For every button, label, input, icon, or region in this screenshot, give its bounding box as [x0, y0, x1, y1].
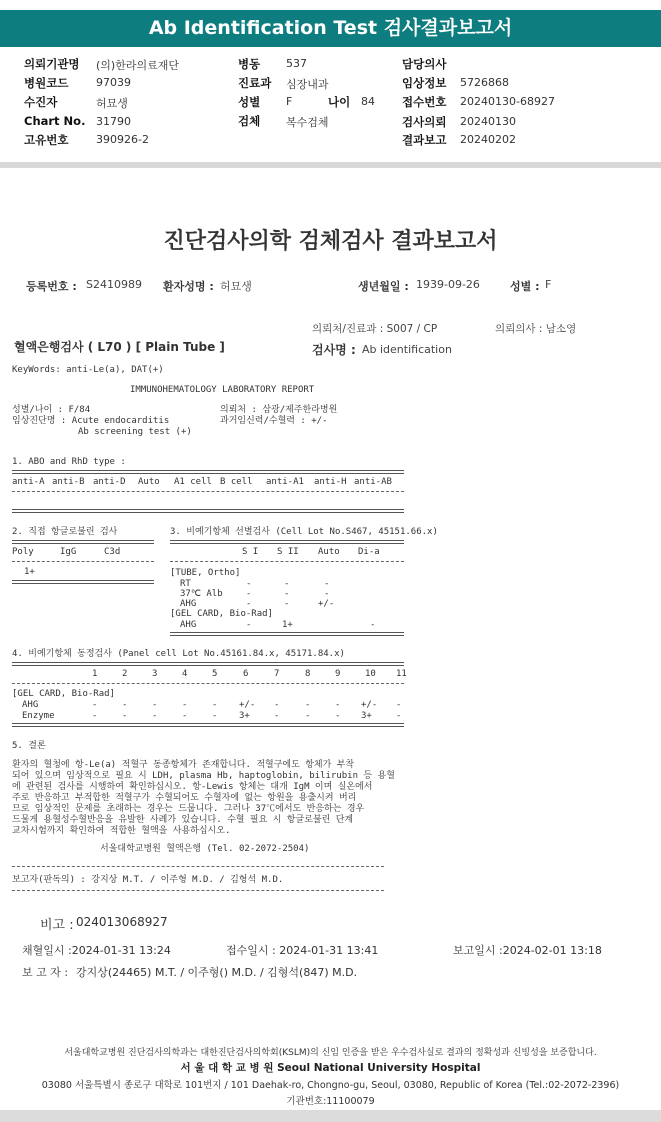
header-field-department: 진료과	[238, 76, 272, 90]
sec4-col-5: 5	[212, 669, 218, 679]
lab-info-sex-age: 성별/나이 : F/84	[12, 405, 91, 415]
dob-value: 1939-09-26	[416, 278, 480, 291]
sec3-row-rt-name: RT	[180, 579, 191, 589]
sec1-col-anti-h: anti-H	[314, 477, 347, 487]
header-value-clinical-info: 5726868	[460, 76, 509, 89]
footer-reporter-value: 강지상(24465) M.T. / 이주형() M.D. / 김형석(847) M.D.	[76, 966, 358, 979]
exam-value: Ab identification	[362, 343, 452, 356]
sec4-col-3: 3	[152, 669, 158, 679]
header-value-sex: F	[286, 95, 293, 108]
sec3-gel-ahg-s2: 1+	[282, 620, 293, 630]
header-field-sex: 성별	[238, 95, 261, 109]
sec4-cell: -	[396, 711, 402, 721]
header-value-ward: 537	[286, 57, 307, 70]
header-value-chart: 31790	[96, 115, 131, 128]
header-value-age: 84	[361, 95, 375, 108]
conclusion-line: 주로 반응하고 부적합한 적혈구가 수혈되어도 수혈자에 없는 항원을 용출시켜 버리	[12, 793, 357, 803]
sec4-col-11: 11	[396, 669, 407, 679]
sec4-cell: -	[305, 711, 311, 721]
sec4-cell: -	[92, 700, 98, 710]
sec3-row-rt-auto: -	[324, 579, 330, 589]
sec1-rule-top	[12, 470, 404, 474]
sec3-row-alb-name: 37℃ Alb	[180, 589, 223, 599]
report-title: 진단검사의학 검체검사 결과보고서	[163, 229, 498, 254]
sec4-title: 4. 비예기항체 동정검사 (Panel cell Lot No.45161.84.x, 45171.84.x)	[12, 649, 345, 659]
sec4-cell: +/-	[239, 700, 256, 710]
header-field-receipt-no: 접수번호	[402, 95, 447, 109]
sec5-title: 5. 결론	[12, 741, 46, 751]
header-value-patient: 허묘생	[96, 97, 128, 110]
sec3-row-ahg-s1: -	[246, 599, 252, 609]
header-field-report-date: 결과보고	[402, 133, 447, 147]
keywords: KeyWords: anti-Le(a), DAT(+)	[12, 365, 164, 375]
sec3-rule-bottom	[170, 632, 404, 636]
sec4-cell: -	[274, 711, 280, 721]
sec2-rule-top	[12, 540, 154, 544]
sec4-rule-top	[12, 662, 404, 666]
header-value-receipt-no: 20240130-68927	[460, 95, 555, 108]
lab-info-diagnosis: 임상진단명 : Acute endocarditis	[12, 416, 170, 426]
footer-reporter-label: 보 고 자 :	[22, 966, 69, 979]
sec3-tube-label: [TUBE, Ortho]	[170, 568, 241, 578]
sec3-rule-top	[170, 540, 404, 544]
sec3-col-auto: Auto	[318, 547, 340, 557]
report-datetime: 보고일시 :2024-02-01 13:18	[453, 944, 602, 957]
certification-text: 서울대학교병원 진단검사의학과는 대한진단검사의학회(KSLM)의 신임 인증을 받은 우수검사실로 결과의 정확성과 신빙성을 보증합니다.	[64, 1048, 597, 1058]
conclusion-line: 에 관련된 검사를 시행하여 확인하십시오. 항-Lewis 항체는 대개 IgM 이며 실온에서	[12, 782, 373, 792]
sec3-gel-ahg-s1: -	[246, 620, 252, 630]
sec4-cell: -	[212, 711, 218, 721]
conclusion-line: 환자의 혈청에 항-Le(a) 적혈구 동종항체가 존재합니다. 적혈구에도 항체가 부착	[12, 760, 355, 770]
header-field-hospital-code: 병원코드	[24, 76, 69, 90]
sec4-cell: -	[182, 711, 188, 721]
sec4-row-ahg-name: AHG	[22, 700, 39, 710]
sec3-col-s2: S II	[277, 547, 299, 557]
header-value-specimen: 복수검체	[286, 116, 329, 129]
sec1-col-a1-cell: A1 cell	[174, 477, 212, 487]
sec3-row-alb-s1: -	[246, 589, 252, 599]
blood-bank-line: 서울대학교병원 혈액은행 (Tel. 02-2072-2504)	[100, 844, 310, 854]
sec1-rule-bottom	[12, 509, 404, 513]
sec3-row-ahg-s2: -	[284, 599, 290, 609]
sec3-row-ahg-name: AHG	[180, 599, 197, 609]
sec3-gel-ahg-name: AHG	[180, 620, 197, 630]
sec1-col-auto: Auto	[138, 477, 160, 487]
header-field-unique-id: 고유번호	[24, 133, 69, 147]
header-value-institution: (의)한라의료재단	[96, 59, 179, 72]
sec3-gel-ahg-dia: -	[370, 620, 376, 630]
conclusion-line: 드물게 용혈성수혈반응을 유발한 사례가 있습니다. 수혈 필요 시 항글로불린 단계	[12, 815, 354, 825]
header-field-doctor: 담당의사	[402, 57, 447, 71]
sec2-rule-bottom	[12, 580, 154, 584]
header-field-age: 나이	[328, 95, 351, 109]
sec3-row-rt-s1: -	[246, 579, 252, 589]
sec4-cell: -	[212, 700, 218, 710]
reg-label: 등록번호 :	[26, 280, 77, 293]
institution-number: 기관번호:11100079	[286, 1096, 375, 1107]
sec1-rule-mid	[12, 491, 404, 492]
sec4-col-1: 1	[92, 669, 98, 679]
lab-info-requester: 의뢰처 : 삼광/제주한라병원	[220, 405, 338, 415]
sec4-cell: -	[335, 711, 341, 721]
sec4-rule-mid	[12, 683, 404, 684]
sec4-cell: -	[335, 700, 341, 710]
conclusion-line: 므로 임상적인 문제를 초래하는 경우는 드뭅니다. 그러나 37℃에서도 반응하는 경우	[12, 804, 365, 814]
sec3-title: 3. 비예기항체 선별검사 (Cell Lot No.S467, 45151.66.x)	[170, 527, 438, 537]
lab-reporter-line: 보고자(판독의) : 강지상 M.T. / 이주형 M.D. / 김형석 M.D.	[12, 875, 284, 885]
bottom-band	[0, 1110, 661, 1122]
receive-datetime: 접수일시 : 2024-01-31 13:41	[226, 944, 379, 957]
lab-info-history: 과거임신력/수혈력 : +/-	[220, 416, 328, 426]
header-value-report-date: 20240202	[460, 133, 516, 146]
sec3-row-alb-s2: -	[284, 589, 290, 599]
header-value-hospital-code: 97039	[96, 76, 131, 89]
sec4-col-2: 2	[122, 669, 128, 679]
sec4-cell: -	[396, 700, 402, 710]
reporter-rule-top	[12, 866, 384, 867]
hospital-address: 03080 서울특별시 종로구 대학로 101번지 / 101 Daehak-ro, Chongno-gu, Seoul, 03080, Republic of Korea (Tel.:02-2072-2396)	[41, 1080, 620, 1091]
exam-label: 검사명 :	[312, 343, 356, 357]
reg-value: S2410989	[86, 278, 142, 291]
header-field-ward: 병동	[238, 57, 261, 71]
sec4-cell: -	[152, 700, 158, 710]
sec3-row-rt-s2: -	[284, 579, 290, 589]
sec1-col-anti-b: anti-B	[52, 477, 85, 487]
header-field-clinical-info: 임상정보	[402, 76, 447, 90]
sec2-col-poly: Poly	[12, 547, 34, 557]
sec4-cell: -	[152, 711, 158, 721]
header-field-request-date: 검사의뢰	[402, 115, 447, 129]
sec4-col-8: 8	[305, 669, 311, 679]
sec2-col-c3d: C3d	[104, 547, 121, 557]
dob-label: 생년월일 :	[358, 280, 409, 293]
sec4-col-4: 4	[182, 669, 188, 679]
sec4-col-7: 7	[274, 669, 280, 679]
sec1-title: 1. ABO and RhD type :	[12, 457, 126, 467]
sec3-row-alb-auto: -	[324, 589, 330, 599]
sec1-col-anti-d: anti-D	[93, 477, 126, 487]
remark-label: 비고 :	[40, 918, 74, 933]
header-field-specimen: 검체	[238, 114, 261, 128]
section-divider	[0, 162, 661, 168]
sec4-cell: 3+	[361, 711, 372, 721]
sec4-col-9: 9	[335, 669, 341, 679]
lab-info-screening: Ab screening test (+)	[78, 427, 192, 437]
remark-value: 024013068927	[76, 915, 168, 929]
dept-line: 의뢰처/진료과 : S007 / CP	[312, 323, 438, 335]
sec4-cell: -	[305, 700, 311, 710]
conclusion-line: 교차시험까지 확인하여 적합한 혈액을 사용하십시오.	[12, 826, 231, 836]
sec2-title: 2. 직접 항글로불린 검사	[12, 527, 118, 537]
doctor-line: 의뢰의사 : 남소영	[495, 323, 577, 335]
collect-datetime: 채혈일시 :2024-01-31 13:24	[22, 944, 171, 957]
sec4-cell: -	[122, 711, 128, 721]
sec4-gel-label: [GEL CARD, Bio-Rad]	[12, 689, 115, 699]
sec3-gel-label: [GEL CARD, Bio-Rad]	[170, 609, 273, 619]
patient-value: 허묘생	[220, 280, 252, 293]
conclusion-line: 되어 있으며 임상적으로 필요 시 LDH, plasma Hb, haptoglobin, bilirubin 등 용혈	[12, 771, 395, 781]
sec4-col-10: 10	[365, 669, 376, 679]
sex-label: 성별 :	[510, 280, 540, 293]
hospital-name: 서 울 대 학 교 병 원 Seoul National University Hospital	[180, 1062, 481, 1074]
test-name: 혈액은행검사 ( L70 ) [ Plain Tube ]	[14, 340, 225, 354]
sec3-row-ahg-auto: +/-	[318, 599, 335, 609]
header-value-unique-id: 390926-2	[96, 133, 149, 146]
sec4-cell: +/-	[361, 700, 378, 710]
sex-value: F	[545, 278, 552, 291]
header-field-institution: 의뢰기관명	[24, 57, 80, 71]
sec4-cell: -	[274, 700, 280, 710]
header-field-patient: 수진자	[24, 95, 58, 109]
sec3-rule-mid	[170, 561, 404, 562]
sec4-cell: 3+	[239, 711, 250, 721]
sec4-cell: -	[92, 711, 98, 721]
sec4-cell: -	[122, 700, 128, 710]
sec1-col-anti-a1: anti-A1	[266, 477, 304, 487]
header-value-department: 심장내과	[286, 78, 329, 91]
patient-label: 환자성명 :	[163, 280, 214, 293]
sec2-rule-mid	[12, 561, 154, 562]
header-value-request-date: 20240130	[460, 115, 516, 128]
sec4-col-6: 6	[243, 669, 249, 679]
lab-title: IMMUNOHEMATOLOGY LABORATORY REPORT	[130, 385, 315, 395]
sec1-col-anti-ab: anti-AB	[354, 477, 392, 487]
sec4-cell: -	[182, 700, 188, 710]
sec3-col-s1: S I	[242, 547, 259, 557]
sec4-row-enzyme-name: Enzyme	[22, 711, 55, 721]
sec4-rule-bottom	[12, 723, 404, 727]
header-field-chart: Chart No.	[24, 114, 86, 128]
sec1-col-anti-a: anti-A	[12, 477, 45, 487]
reporter-rule-bottom	[12, 890, 384, 891]
header-title: Ab Identification Test 검사결과보고서	[148, 17, 513, 39]
sec2-col-igg: IgG	[60, 547, 77, 557]
sec1-col-b-cell: B cell	[220, 477, 253, 487]
sec2-val-poly: 1+	[24, 567, 35, 577]
sec3-col-dia: Di-a	[358, 547, 380, 557]
